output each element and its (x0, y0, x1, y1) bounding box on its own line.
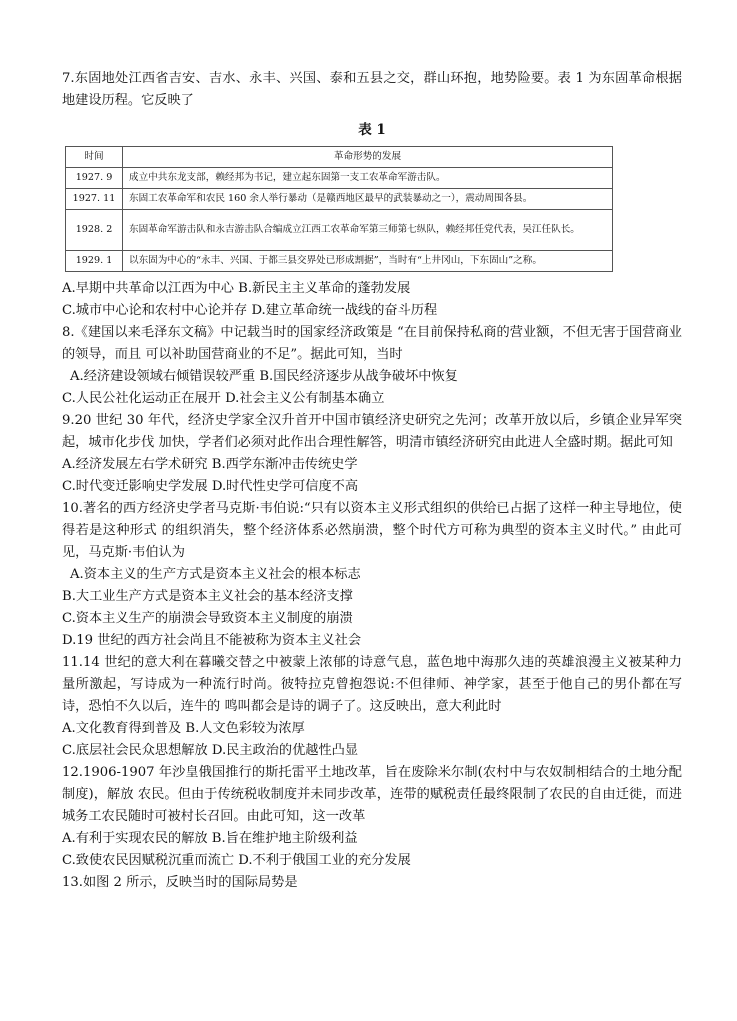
question-8-stem: 8.《建国以来毛泽东文稿》中记载当时的国家经济政策是 “在目前保持私商的营业额，不但无害于国营商业的领导，而且 可以补助国营商业的不足”。据此可知，当时 (62, 325, 682, 362)
question-12-stem: 12.1906-1907 年沙皇俄国推行的斯托雷平土地改革，旨在废除米尔制(农村中与农奴制相结合的土地分配制度)，解放 农民。但由于传统税收制度并未同步改革，连带的赋税责任最终限制了农民的自由迁徙，而进城务工农民随时可被村长召回。由此可知，这一改革 (62, 765, 682, 824)
table-header-event: 革命形势的发展 (123, 147, 613, 168)
table-row (66, 210, 613, 251)
question-12 (62, 762, 682, 872)
table-cell-event: 以东固为中心的“永丰、兴国、于都三县交界处已形成割据”，当时有“上井冈山，下东固山”之称。 (123, 251, 613, 272)
question-8-options-ab: A.经济建设领域右倾错误较严重 B.国民经济逐步从战争破坏中恢复 (70, 369, 458, 384)
table-cell-event: 东固工农革命军和农民 160 余人举行暴动（是赣西地区最早的武装暴动之一），震动周围各县。 (123, 189, 613, 210)
question-7-stem: 7.东固地处江西省吉安、吉水、永丰、兴国、泰和五县之交，群山环抱，地势险要。表 1 为东固革命根据地建设历程。它反映了 (62, 71, 682, 108)
question-10-option-d: D.19 世纪的西方社会尚且不能被称为资本主义社会 (62, 633, 362, 648)
question-10-option-c: C.资本主义生产的崩溃会导致资本主义制度的崩溃 (62, 611, 353, 626)
table-header-date: 时间 (66, 147, 123, 168)
table-cell-event: 成立中共东龙支部，赖经邦为书记，建立起东固第一支工农革命军游击队。 (123, 168, 613, 189)
question-11-options-ab: A.文化教育得到普及 B.人文色彩较为浓厚 (62, 721, 305, 736)
question-9-options-cd: C.时代变迁影响史学发展 D.时代性史学可信度不高 (62, 479, 359, 494)
question-8-options-cd: C.人民公社化运动正在展开 D.社会主义公有制基本确立 (62, 391, 385, 406)
question-11-options-cd: C.底层社会民众思想解放 D.民主政治的优越性凸显 (62, 743, 359, 758)
history-table (65, 146, 613, 272)
table-row (66, 168, 613, 189)
question-13-stem: 13.如图 2 所示，反映当时的国际局势是 (62, 875, 298, 890)
question-7 (62, 68, 682, 322)
table-header-row (66, 147, 613, 168)
question-11 (62, 652, 682, 762)
table-cell-date: 1928. 2 (66, 210, 123, 251)
question-12-options-ab: A.有利于实现农民的解放 B.旨在维护地主阶级利益 (62, 831, 358, 846)
table-cell-date: 1927. 11 (66, 189, 123, 210)
question-13 (62, 872, 682, 894)
table-row (66, 251, 613, 272)
table-row (66, 189, 613, 210)
exam-page (62, 68, 682, 894)
question-10-option-b: B.大工业生产方式是资本主义社会的基本经济支撑 (62, 589, 353, 604)
question-10-option-a: A.资本主义的生产方式是资本主义社会的根本标志 (70, 567, 361, 582)
question-12-options-cd: C.致使农民因赋税沉重而流亡 D.不利于俄国工业的充分发展 (62, 853, 411, 868)
question-10-stem: 10.著名的西方经济史学者马克斯·韦伯说:“只有以资本主义形式组织的供给已占据了这样一种主导地位，使得若是这种形式 的组织消失，整个经济体系必然崩溃，整个时代方可称为典型的资本主义时代。” 由此可见，马克斯·韦伯认为 (62, 501, 682, 560)
table-cell-date: 1927. 9 (66, 168, 123, 189)
question-8 (62, 322, 682, 410)
question-9-options-ab: A.经济发展左右学术研究 B.西学东渐冲击传统史学 (62, 457, 358, 472)
table-cell-event: 东固革命军游击队和永吉游击队合编成立江西工农革命军第三师第七纵队，赖经邦任党代表，吴江任队长。 (123, 210, 613, 251)
question-9 (62, 410, 682, 498)
table-1-title: 表 1 (358, 122, 386, 138)
question-11-stem: 11.14 世纪的意大利在暮曦交替之中被蒙上浓郁的诗意气息，蓝色地中海那久违的英雄浪漫主义被某种力量所激起，写诗成为一种流行时尚。彼特拉克曾抱怨说:不但律师、神学家，甚至于他自己的男仆都在写诗，恐怕不久以后，连牛的 鸣叫都会是诗的调子了。这反映出，意大利此时 (62, 655, 682, 714)
question-7-options-cd: C.城市中心论和农村中心论并存 D.建立革命统一战线的奋斗历程 (62, 303, 438, 318)
question-9-stem: 9.20 世纪 30 年代，经济史学家全汉升首开中国市镇经济史研究之先河；改革开放以后，乡镇企业异军突起，城市化步伐 加快，学者们必须对此作出合理性解答，明清市镇经济研究由此进人全盛时期。据此可知 (62, 413, 682, 450)
question-10 (62, 498, 682, 652)
question-7-options-ab: A.早期中共革命以江西为中心 B.新民主主义革命的蓬勃发展 (62, 281, 411, 296)
table-cell-date: 1929. 1 (66, 251, 123, 272)
